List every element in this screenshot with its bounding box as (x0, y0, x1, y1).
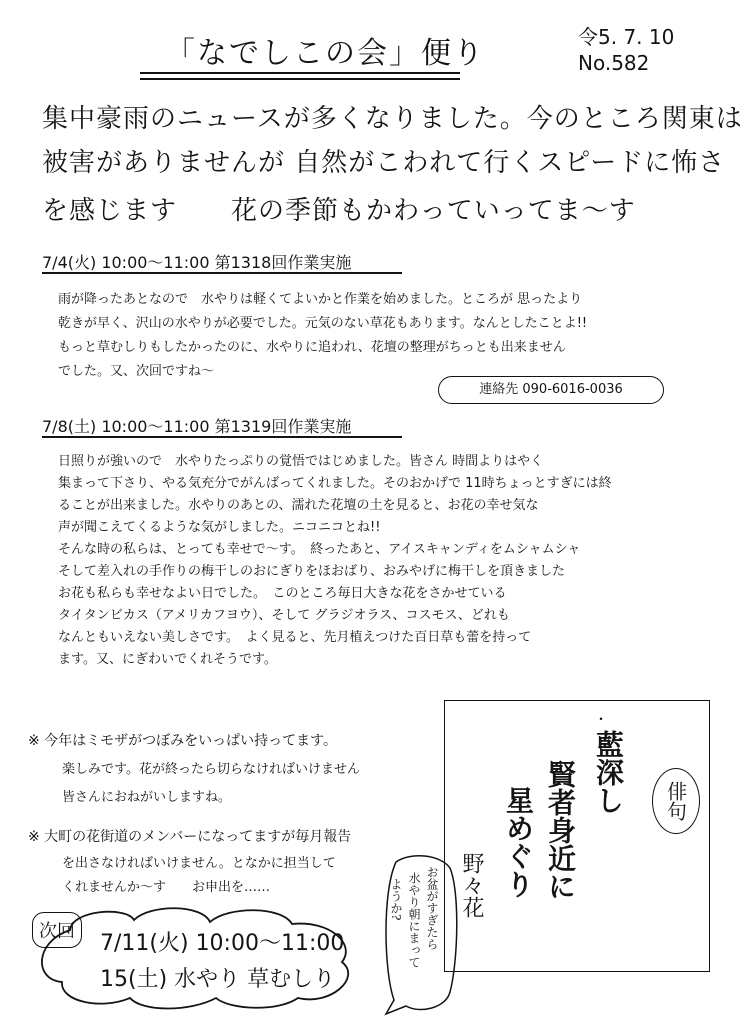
heading-underline (42, 272, 402, 274)
haiku-line-1: 藍深し (592, 730, 625, 814)
report2-line: そして差入れの手作りの梅干しのおにぎりをほおばり、おみやげに梅干しを頂きました (58, 564, 566, 579)
bubble-text-2: 水やり朝にまって (407, 872, 421, 968)
haiku-author: 野々花 (459, 852, 484, 918)
haiku-line-2: 賢者身近に (544, 760, 577, 900)
intro-line-2: 被害がありませんが 自然がこわれて行くスピードに怖さ (42, 148, 726, 178)
next-session-1: 7/11(火) 10:00〜11:00 (100, 931, 345, 956)
report2-line: 集まって下さり、やる気充分でがんばってくれました。そのおかげで 11時ちょっとすぎには終 (58, 476, 612, 491)
newsletter-title: 「なでしこの会」便り (165, 36, 485, 71)
session-1319-heading: 7/8(土) 10:00〜11:00 第1319回作業実施 (42, 417, 352, 436)
intro-line-3: を感じます 花の季節もかわっていってま〜す (42, 196, 636, 226)
haiku-bullet: ・ (592, 712, 608, 726)
next-session-2: 15(土) 水やり 草むしり (100, 967, 336, 992)
contact-label: 連絡先 (479, 382, 519, 397)
title-underline-2 (140, 78, 460, 80)
report1-line: 乾きが早く、沢山の水やりが必要でした。元気のない草花もあります。なんとしたことよ!! (58, 316, 588, 331)
report2-line: ることが出来ました。水やりのあとの、濡れた花壇の土を見ると、お花の幸せ気な (58, 498, 539, 513)
report2-line: 日照りが強いので 水やりたっぷりの覚悟ではじめました。皆さん 時間よりはやく (58, 454, 544, 469)
flower-street-note-line: を出さなければいけません。となかに担当して (62, 856, 336, 871)
cloud-outline (42, 908, 348, 1008)
report1-line: 雨が降ったあとなので 水やりは軽くてよいかと作業を始めました。ところが 思ったより (58, 292, 583, 307)
report2-line: なんともいえない美しさです。 よく見ると、先月植えつけた百日草も蕾を持って (58, 630, 532, 645)
report2-line: ます。又、にぎわいでくれそうです。 (58, 652, 277, 667)
bubble-text-1: お盆がすぎたら (425, 866, 439, 950)
session-1318-heading: 7/4(火) 10:00〜11:00 第1318回作業実施 (42, 253, 352, 272)
intro-line-1: 集中豪雨のニュースが多くなりました。今のところ関東は (42, 104, 743, 134)
mimosa-note-line: 皆さんにおねがいしますね。 (62, 790, 232, 805)
issue-date: 令5. 7. 10 (578, 25, 675, 49)
flower-street-note-line: くれませんか〜す お申出を…… (62, 880, 271, 895)
mimosa-note: ※ 今年はミモザがつぼみをいっぱい持ってます。 (28, 733, 338, 749)
mimosa-note-line: 楽しみです。花が終ったら切らなければいけません (62, 762, 360, 777)
issue-date-block (578, 24, 674, 76)
issue-number: No.582 (578, 51, 650, 75)
contact-phone-badge (438, 376, 664, 404)
contact-phone: 090-6016-0036 (522, 382, 623, 397)
haiku-line-3: 星めぐり (502, 786, 535, 898)
heading-underline (42, 436, 402, 438)
haiku-label: 俳句 (663, 781, 688, 821)
flower-street-note: ※ 大町の花街道のメンバーになってますが毎月報告 (28, 829, 352, 845)
bubble-text-3: ようか? (389, 878, 403, 921)
next-session-label: 次回 (32, 912, 82, 948)
report2-line: そんな時の私らは、とっても幸せで〜す。 終ったあと、アイスキャンディをムシャムシャ (58, 542, 581, 557)
report2-line: 声が聞こえてくるような気がしました。ニコニコとね!! (58, 520, 381, 535)
report2-line: タイタンビカス（アメリカフヨウ）、そして グラジオラス、コスモス、どれも (58, 608, 510, 623)
haiku-label-badge (652, 768, 700, 834)
report2-line: お花も私らも幸せなよい日でした。 このところ毎日大きな花をさかせている (58, 586, 507, 601)
title-underline (140, 72, 460, 74)
report1-line: もっと草むしりもしたかったのに、水やりに追われ、花壇の整理がちっとも出来ません (58, 340, 566, 355)
report1-line: でした。又、次回ですね〜 (58, 364, 215, 379)
